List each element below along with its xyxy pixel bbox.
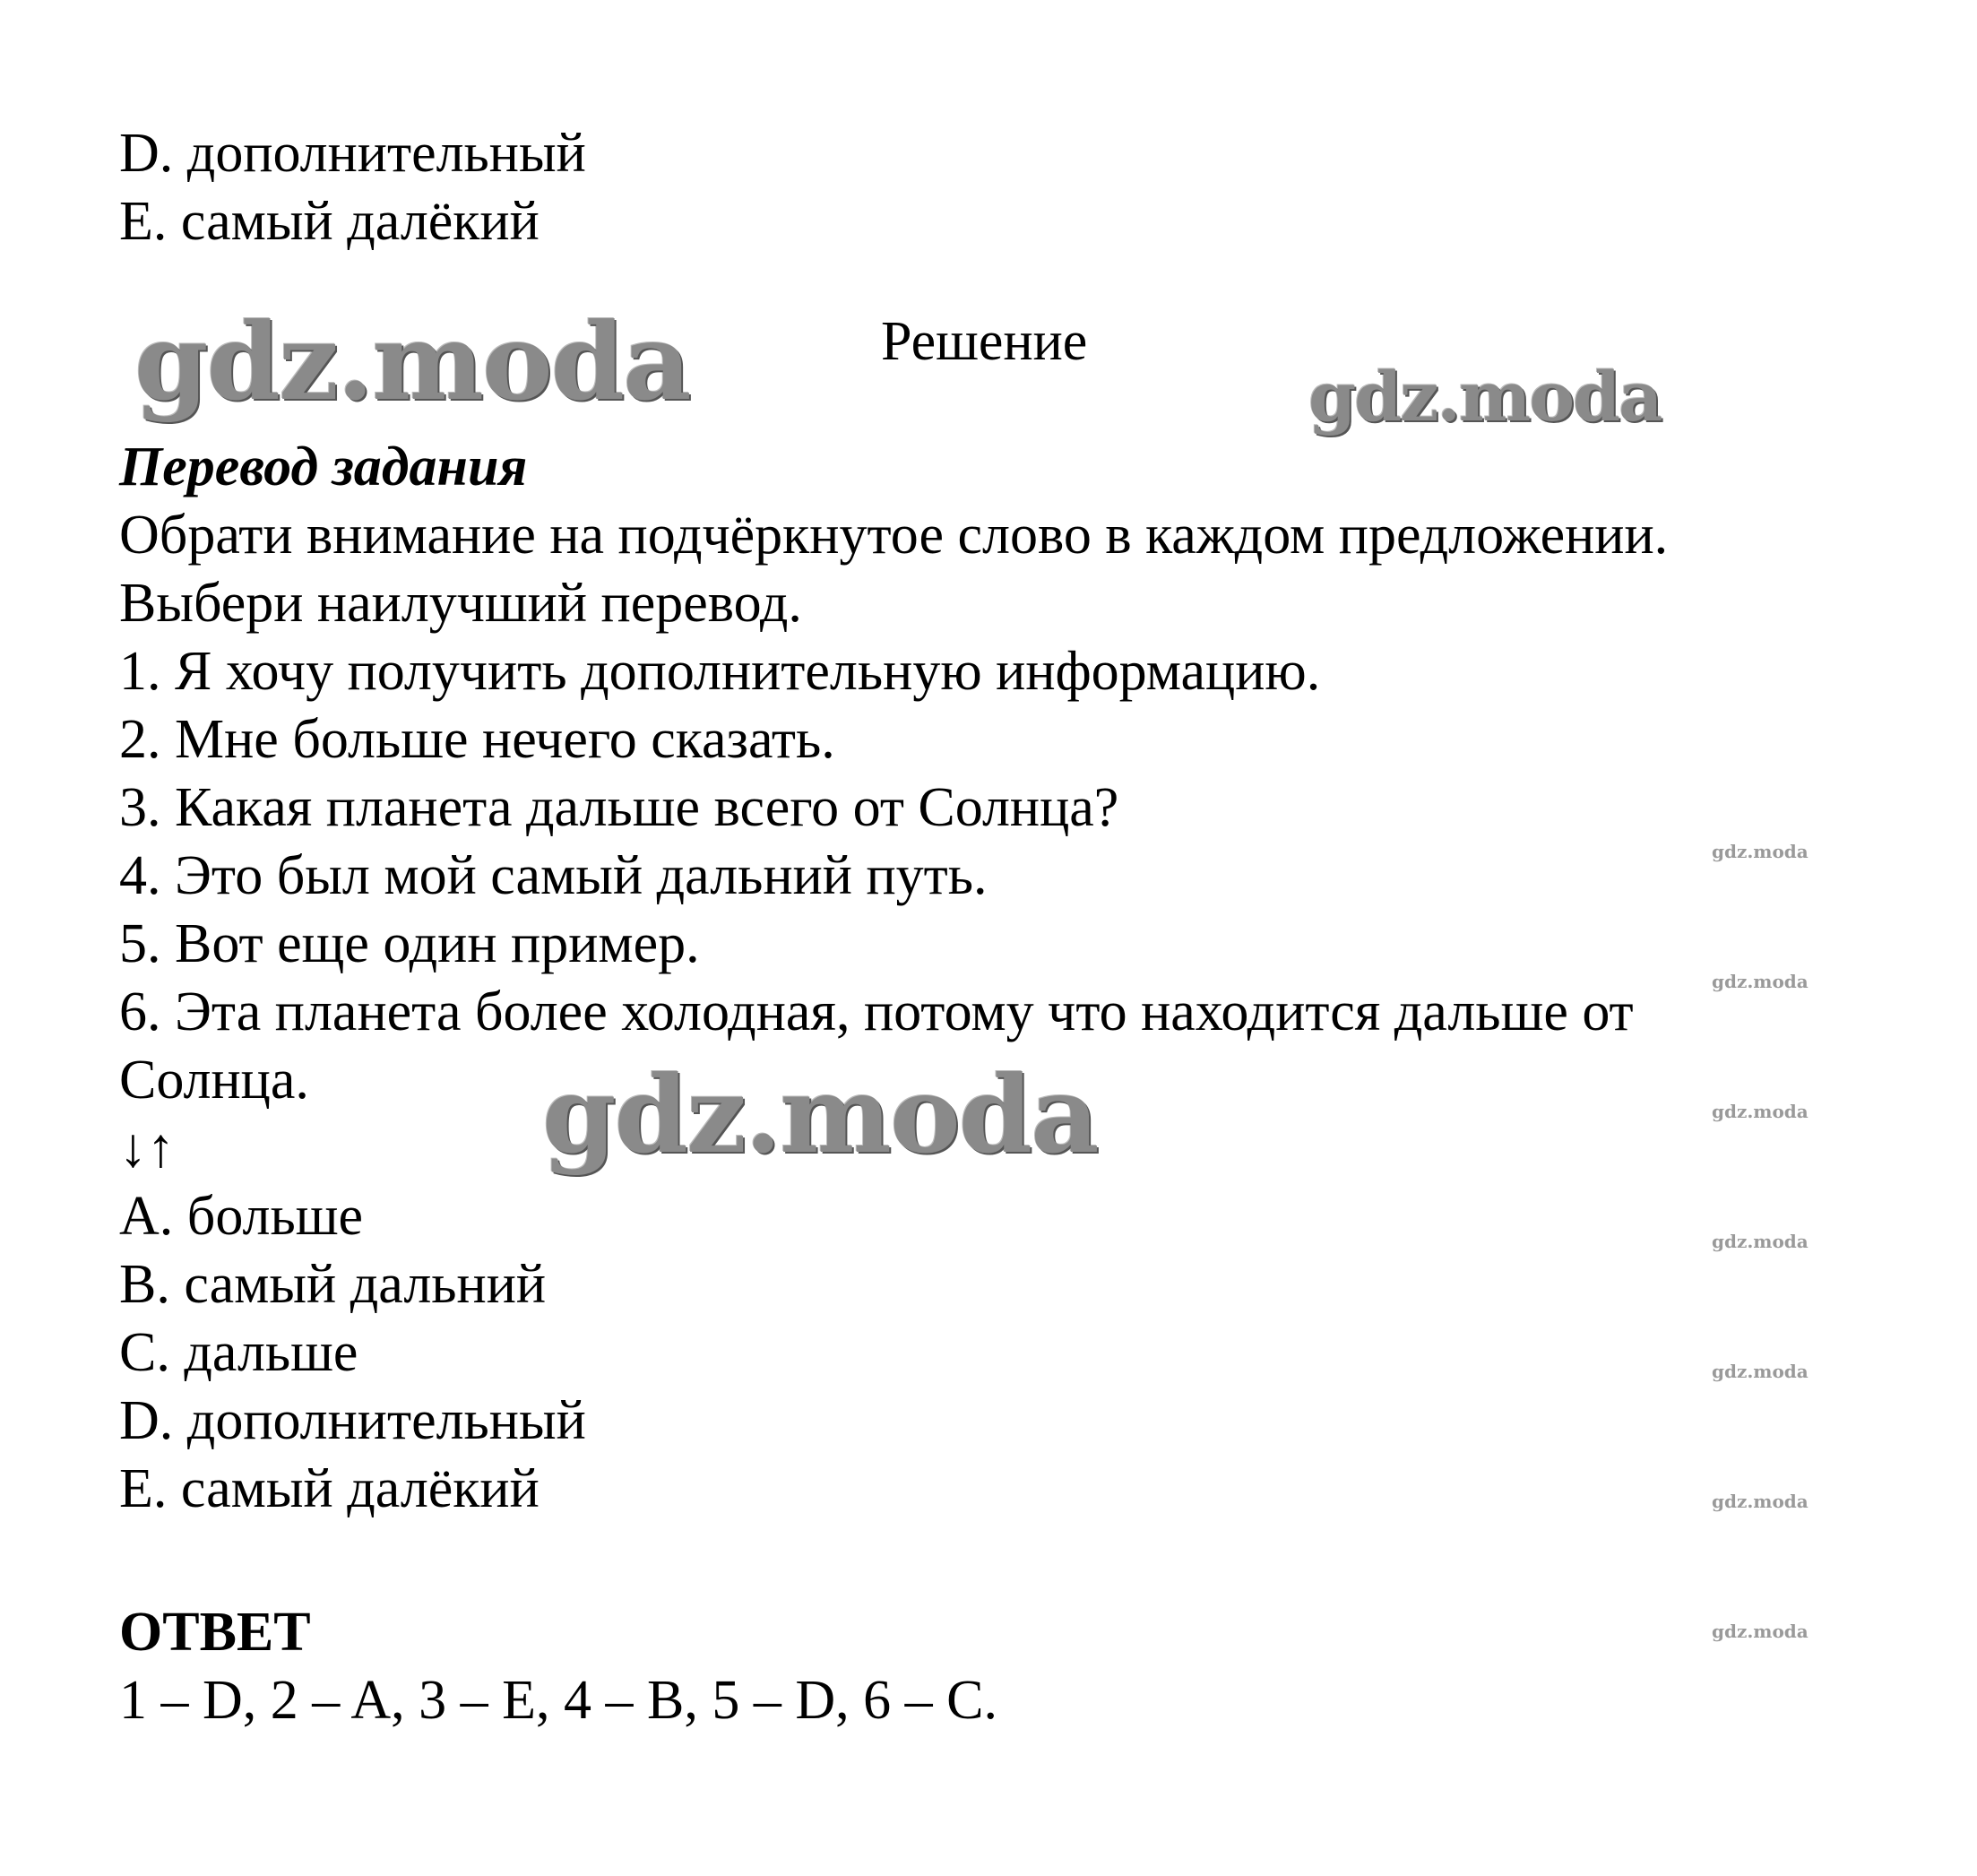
watermark-logo-1: gdz.moda — [134, 299, 690, 424]
sentence-1: 1. Я хочу получить дополнительную информацию. — [119, 641, 1321, 702]
watermark-small-5: gdz.moda — [1712, 1361, 1809, 1382]
sentence-5: 5. Вот еще один пример. — [119, 913, 700, 974]
watermark-small-3: gdz.moda — [1712, 1101, 1809, 1122]
watermark-logo-3: gdz.moda — [542, 1052, 1098, 1177]
option-b: B. самый дальний — [119, 1254, 547, 1315]
sentence-4: 4. Это был мой самый дальний путь. — [119, 845, 988, 906]
translation-heading: Перевод задания — [119, 437, 528, 497]
option-e: E. самый далёкий — [119, 1458, 540, 1519]
watermark-small-4: gdz.moda — [1712, 1231, 1809, 1252]
top-option-d: D. дополнительный — [119, 123, 586, 184]
top-option-e: E. самый далёкий — [119, 191, 540, 252]
sentence-3: 3. Какая планета дальше всего от Солнца? — [119, 777, 1119, 838]
arrows-symbol: ↓↑ — [119, 1118, 175, 1179]
watermark-small-1: gdz.moda — [1712, 841, 1809, 862]
option-d: D. дополнительный — [119, 1390, 586, 1451]
solution-title: Решение — [881, 311, 1088, 372]
answer-text: 1 – D, 2 – A, 3 – E, 4 – B, 5 – D, 6 – C. — [119, 1670, 997, 1731]
answer-heading: ОТВЕТ — [119, 1602, 311, 1663]
sentence-6: 6. Эта планета более холодная, потому что находится дальше от — [119, 981, 1634, 1042]
watermark-small-6: gdz.moda — [1712, 1491, 1809, 1512]
option-c: C. дальше — [119, 1322, 358, 1383]
watermark-small-2: gdz.moda — [1712, 971, 1809, 992]
sentence-2: 2. Мне больше нечего сказать. — [119, 709, 835, 770]
instruction-line-2: Выбери наилучший перевод. — [119, 573, 802, 634]
watermark-logo-2: gdz.moda — [1308, 357, 1662, 437]
sentence-6-continued: Солнца. — [119, 1050, 309, 1111]
option-a: A. больше — [119, 1186, 363, 1247]
instruction-line-1: Обрати внимание на подчёркнутое слово в каждом предложении. — [119, 505, 1669, 566]
watermark-small-7: gdz.moda — [1712, 1621, 1809, 1642]
